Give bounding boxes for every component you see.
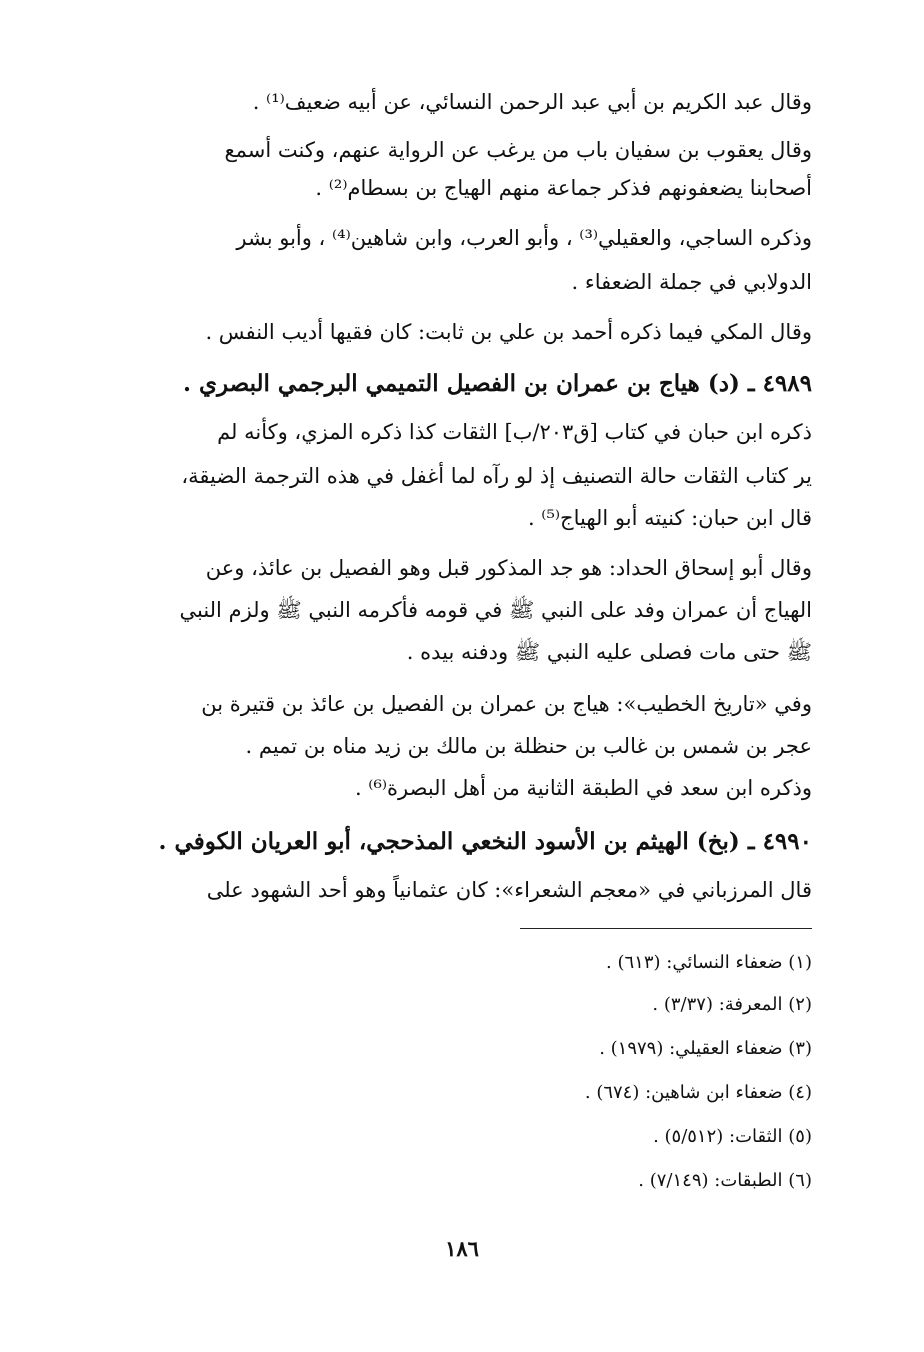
entry-heading: ٤٩٨٩ ـ (د) هياج بن عمران بن الفصيل التميمي البرجمي البصري .	[182, 370, 812, 397]
footnote-divider	[520, 928, 812, 929]
text-line: وقال يعقوب بن سفيان باب من يرغب عن الرواية عنهم، وكنت أسمع	[224, 138, 812, 162]
text-line: عجر بن شمس بن غالب بن حنظلة بن مالك بن زيد مناه بن تميم .	[245, 734, 812, 758]
entry-heading: ٤٩٩٠ ـ (بخ) الهيثم بن الأسود النخعي المذحجي، أبو العريان الكوفي .	[158, 828, 812, 855]
footnote: (٥) الثقات: (٥/٥١٢) .	[653, 1126, 812, 1147]
text-line: وذكره الساجي، والعقيلي⁽³⁾ ، وأبو العرب، وابن شاهين⁽⁴⁾ ، وأبو بشر	[236, 226, 812, 250]
text-line: ير كتاب الثقات حالة التصنيف إذ لو رآه لما أغفل في هذه الترجمة الضيقة،	[181, 464, 812, 488]
text-line: الدولابي في جملة الضعفاء .	[571, 270, 812, 294]
footnote: (٣) ضعفاء العقيلي: (١٩٧٩) .	[599, 1038, 812, 1059]
text-line: قال المرزباني في «معجم الشعراء»: كان عثمانياً وهو أحد الشهود على	[206, 878, 812, 902]
text-line: ذكره ابن حبان في كتاب [ق٢٠٣/ب] الثقات كذا ذكره المزي، وكأنه لم	[217, 420, 812, 444]
text-line: وقال أبو إسحاق الحداد: هو جد المذكور قبل وهو الفصيل بن عائذ، وعن	[205, 556, 812, 580]
text-line: وقال عبد الكريم بن أبي عبد الرحمن النسائي، عن أبيه ضعيف⁽¹⁾ .	[252, 90, 812, 114]
text-line: الهياج أن عمران وفد على النبي ﷺ في قومه فأكرمه النبي ﷺ ولزم النبي	[179, 598, 812, 622]
text-line: وقال المكي فيما ذكره أحمد بن علي بن ثابت: كان فقيها أديب النفس .	[205, 320, 812, 344]
footnote: (١) ضعفاء النسائي: (٦١٣) .	[606, 952, 812, 973]
page-number: ١٨٦	[445, 1236, 479, 1261]
footnote: (٢) المعرفة: (٣/٣٧) .	[652, 994, 812, 1015]
text-line: ﷺ حتى مات فصلى عليه النبي ﷺ ودفنه بيده .	[406, 640, 812, 664]
text-line: أصحابنا يضعفونهم فذكر جماعة منهم الهياج بن بسطام⁽²⁾ .	[315, 176, 812, 200]
text-line: وفي «تاريخ الخطيب»: هياج بن عمران بن الفصيل بن عائذ بن قتيرة بن	[201, 692, 812, 716]
text-line: قال ابن حبان: كنيته أبو الهياج⁽⁵⁾ .	[527, 506, 812, 530]
footnote: (٦) الطبقات: (٧/١٤٩) .	[638, 1170, 812, 1191]
text-line: وذكره ابن سعد في الطبقة الثانية من أهل البصرة⁽⁶⁾ .	[354, 776, 812, 800]
footnote: (٤) ضعفاء ابن شاهين: (٦٧٤) .	[584, 1082, 812, 1103]
main-text	[86, 0, 812, 920]
